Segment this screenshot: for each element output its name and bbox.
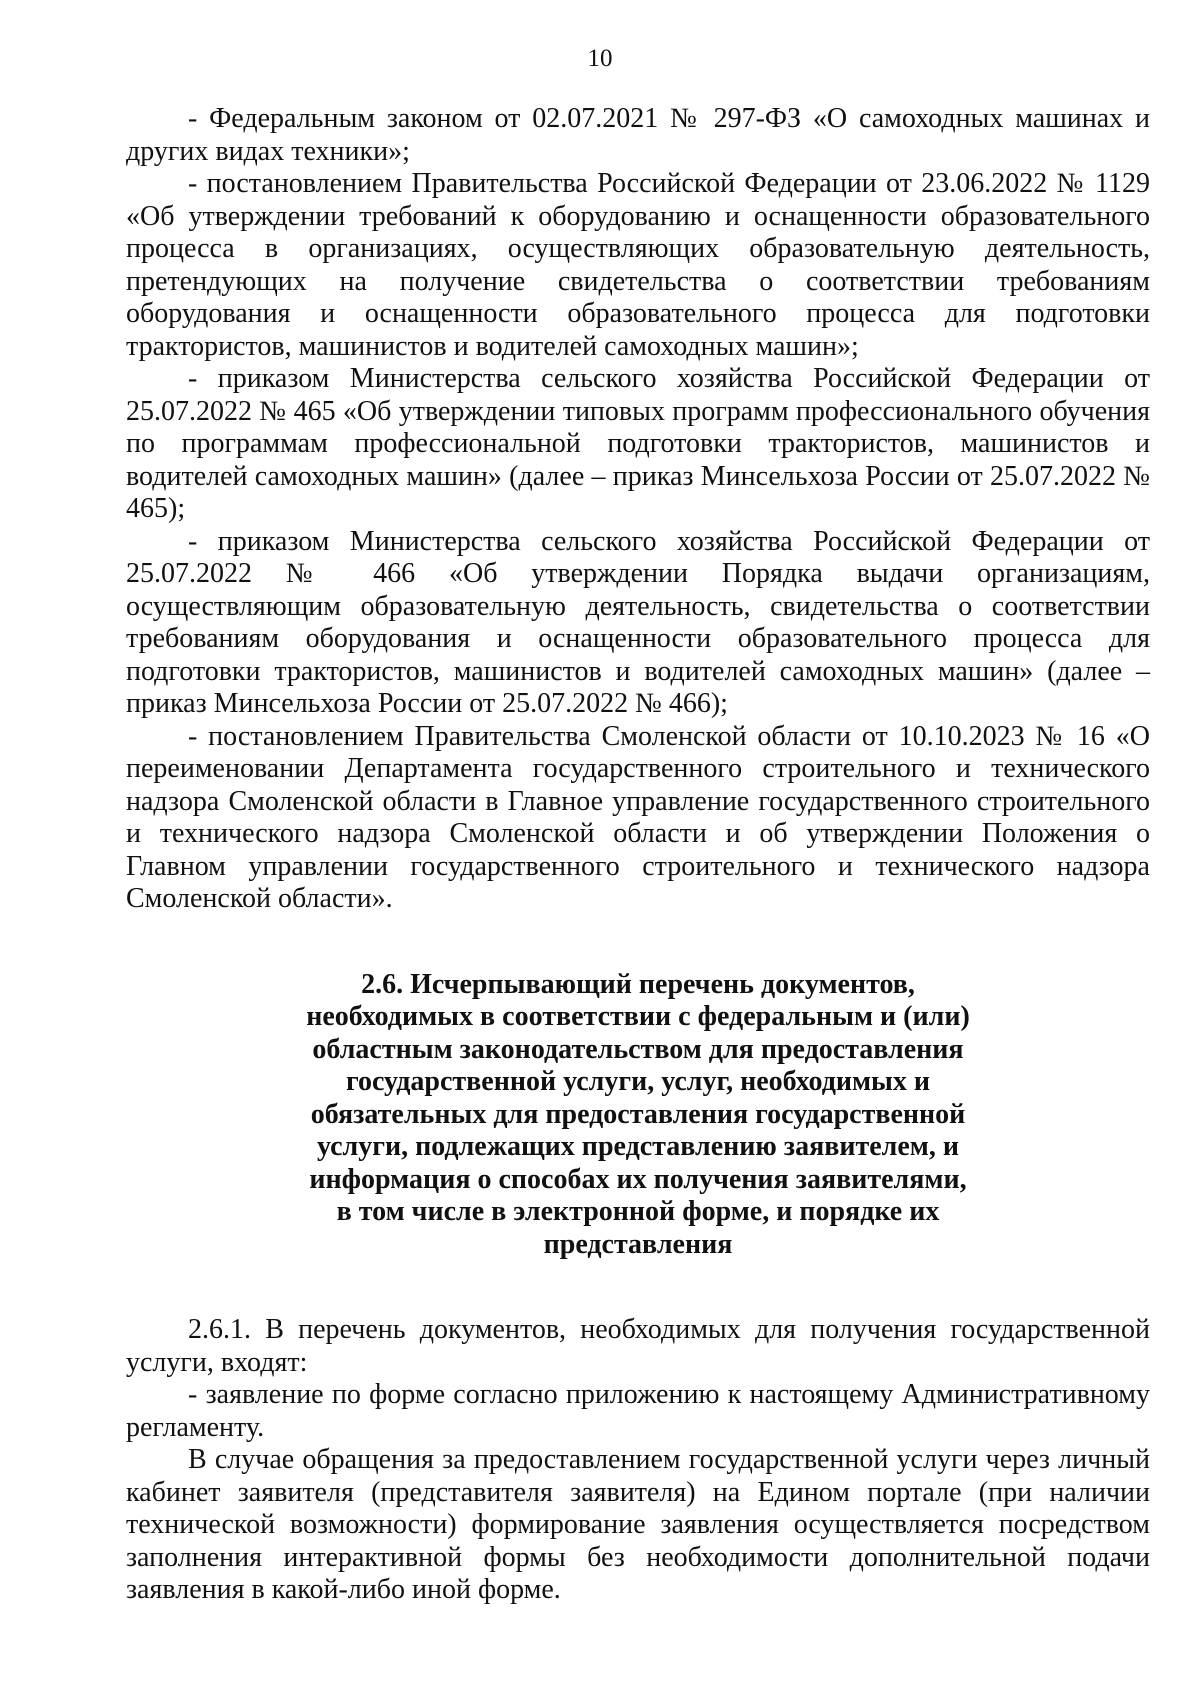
list-item: - Федеральным законом от 02.07.2021 № 297-ФЗ «О самоходных машинах и других видах техники»;	[126, 103, 1150, 167]
heading-line: обязательных для предоставления государственной	[310, 1098, 966, 1130]
list-item: - постановлением Правительства Смоленской области от 10.10.2023 № 16 «О переименовании Департамента государственного строительного и технического надзора Смоленской области в Главное управление государственного строительного и технического надзора Смоленской области и об утверждении Положения о Главном управлении государственного строительного и технического надзора Смоленской области».	[126, 720, 1150, 914]
list-item: - постановлением Правительства Российской Федерации от 23.06.2022 № 1129 «Об утверждении требований к оборудованию и оснащенности образовательного процесса в организациях, осуществляющих образовательную деятельность, претендующих на получение свидетельства о соответствии требованиям оборудования и оснащенности образовательного процесса для подготовки трактористов, машинистов и водителей самоходных машин»;	[126, 168, 1150, 362]
heading-line: государственной услуги, услуг, необходимых и	[345, 1066, 931, 1097]
section-body	[126, 1314, 1150, 1607]
paragraph: В случае обращения за предоставлением государственной услуги через личный кабинет заявителя (представителя заявителя) на Едином портале (при наличии технической возможности) формирование заявления осуществляется посредством заполнения интерактивной формы без необходимости дополнительной подачи заявления в какой-либо иной форме.	[126, 1444, 1150, 1605]
page-number: 10	[587, 45, 613, 72]
list-item: - приказом Министерства сельского хозяйства Российской Федерации от 25.07.2022 № 465 «Об утверждении типовых программ профессионального обучения по программам профессиональной подготовки трактористов, машинистов и водителей самоходных машин» (далее – приказ Минсельхоза России от 25.07.2022 № 465);	[126, 363, 1150, 524]
legal-basis-list	[126, 103, 1150, 916]
section-heading	[258, 969, 1018, 1262]
list-item: - приказом Министерства сельского хозяйства Российской Федерации от 25.07.2022 № 466 «Об утверждении Порядка выдачи организациям, осуществляющим образовательную деятельность, свидетельства о соответствии требованиям оборудования и оснащенности образовательного процесса для подготовки трактористов, машинистов и водителей самоходных машин» (далее – приказ Минсельхоза России от 25.07.2022 № 466);	[126, 525, 1150, 719]
heading-line: в том числе в электронной форме, и порядке их	[336, 1196, 940, 1227]
paragraph: 2.6.1. В перечень документов, необходимых для получения государственной услуги, входят:	[126, 1314, 1150, 1378]
heading-line: представления	[543, 1228, 733, 1260]
heading-line: областным законодательством для предоставления	[312, 1033, 964, 1065]
list-item: - заявление по форме согласно приложению к настоящему Административному регламенту.	[126, 1379, 1150, 1443]
document-body	[126, 103, 1150, 1607]
heading-line: услуги, подлежащих представлению заявителем, и	[316, 1131, 959, 1162]
heading-line: необходимых в соответствии с федеральным и (или)	[306, 1001, 970, 1032]
heading-line: 2.6. Исчерпывающий перечень документов,	[361, 968, 915, 1000]
heading-line: информация о способах их получения заявителями,	[309, 1163, 967, 1195]
